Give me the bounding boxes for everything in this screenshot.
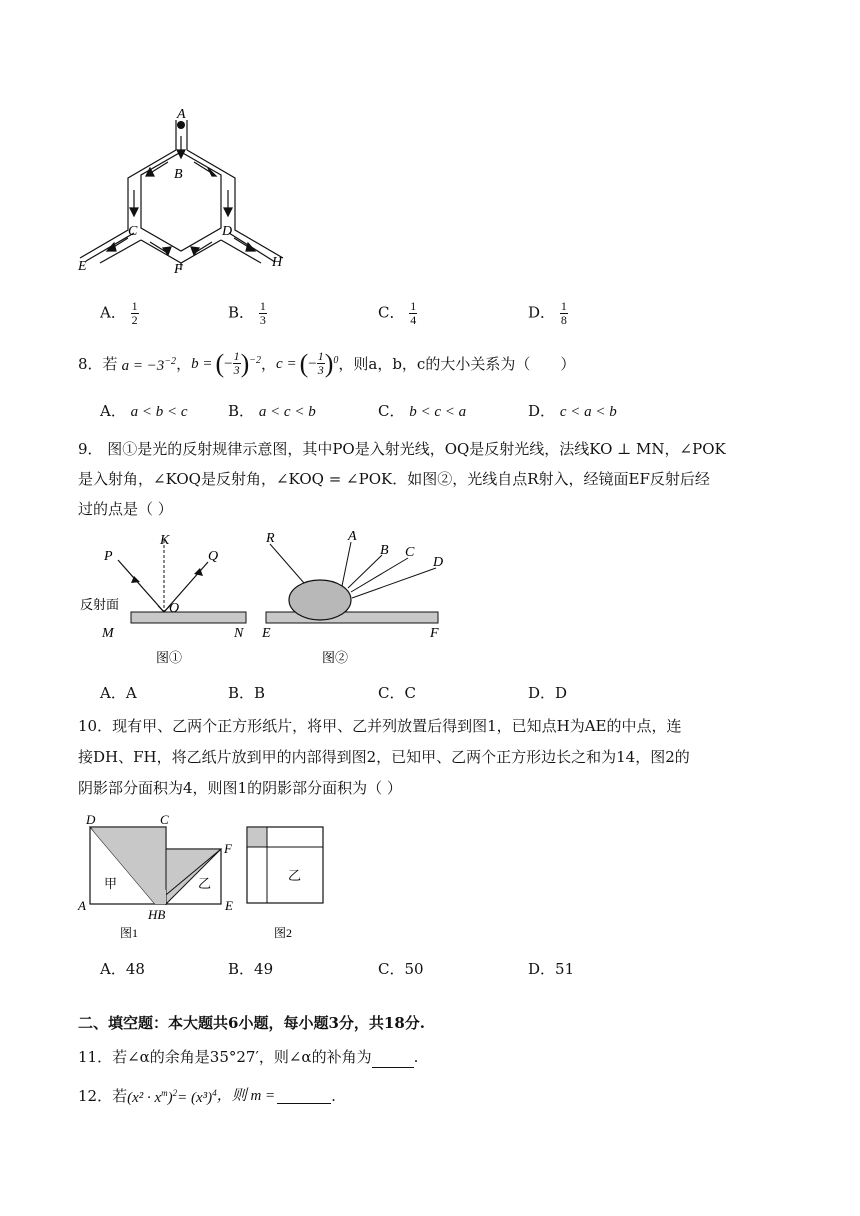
q8-expr-c: c = ( − $\frac{1}{3}$ ) 0 — [276, 348, 339, 378]
q9-f1-label-m: M — [102, 626, 114, 641]
q8-option-d[interactable]: D． c < a < b — [528, 402, 617, 420]
q9-f2-label-f: F — [430, 626, 439, 641]
q11-stem: 11．若∠α的余角是35°27′，则∠α的补角为 . — [78, 1048, 419, 1066]
q7-label-f: F — [174, 262, 183, 277]
q12-stem: 12．若 $(x^2 \cdot x^m)^2$ = $(x^3)^4$ ，则 m = . — [78, 1082, 336, 1109]
q7-option-c[interactable]: C． $\frac{1}{4}$ — [378, 299, 417, 327]
q10-option-b[interactable]: B．49 — [228, 960, 274, 978]
q10-figure-1 — [74, 810, 244, 945]
q7-label-c: C — [128, 224, 138, 239]
q7-label-h: H — [272, 255, 283, 270]
q10-line-2: 接DH、FH，将乙纸片放到甲的内部得到图2，已知甲、乙两个正方形边长之和为14，图2的 — [78, 748, 690, 766]
q9-option-c[interactable]: C．C — [378, 684, 416, 702]
q10-f1-label-f: F — [224, 841, 232, 856]
q12-rhs: = $(x^3)^4$ — [177, 1088, 217, 1106]
q10-f1-label-a: A — [78, 898, 86, 913]
section-2-heading: 二、填空题：本大题共6小题，每小题3分，共18分. — [78, 1014, 425, 1032]
q9-line-2: 是入射角，∠KOQ是反射角，∠KOQ = ∠POK．如图②，光线自点R射入，经镜面EF反射后经 — [78, 470, 710, 488]
q9-option-d[interactable]: D．D — [528, 684, 568, 702]
q10-f1-label-c: C — [160, 812, 169, 827]
q9-f1-label-q: Q — [208, 549, 219, 564]
q9-f1-label-k: K — [160, 533, 170, 548]
q8-option-c[interactable]: C． b < c < a — [378, 402, 467, 420]
q12-answer-blank[interactable] — [277, 1087, 331, 1104]
q9-f2-label-e: E — [262, 626, 271, 641]
q7-option-d[interactable]: D． $\frac{1}{8}$ — [528, 299, 567, 327]
q10-f1-label-d: D — [86, 812, 96, 827]
q9-f2-label-d: D — [433, 555, 444, 570]
q9-f2-label-c: C — [405, 545, 415, 560]
q9-f2-label-r: R — [266, 531, 275, 546]
q7-option-b[interactable]: B． $\frac{1}{3}$ — [228, 299, 266, 327]
q7-option-a-frac: $\frac{1}{2}$ — [131, 299, 138, 327]
q10-option-c[interactable]: C．50 — [378, 960, 424, 978]
q8-expr-b: b = ( − $\frac{1}{3}$ ) −2 — [191, 348, 262, 378]
q7-figure — [70, 100, 310, 280]
q12-lhs: $(x^2 \cdot x^m)^2$ — [127, 1088, 178, 1106]
q10-f2-caption: 图2 — [274, 926, 293, 940]
q10-f2-label-yi: 乙 — [288, 868, 302, 883]
q9-line-3: 过的点是（ ） — [78, 500, 173, 518]
q10-f1-label-jia: 甲 — [104, 876, 118, 891]
q9-f1-label-o: O — [169, 601, 180, 616]
q10-option-a[interactable]: A．48 — [100, 960, 145, 978]
q7-option-a[interactable]: A． $\frac{1}{2}$ — [100, 299, 138, 327]
q8-stem: 8． 若 $a = -3^{-2}$ ， b = ( − $\frac{1}{3}$ ) −2 ， c = ( − $\frac{1}{3}$ ) 0 ，则a，b，c的大小关系为（ ） — [78, 348, 576, 378]
q9-figure-1 — [76, 530, 256, 672]
q7-option-d-frac: $\frac{1}{8}$ — [560, 299, 567, 327]
q9-f2-label-b: B — [380, 543, 389, 558]
q9-line-1: 9． 图①是光的反射规律示意图，其中PO是入射光线，OQ是反射光线，法线KO ⊥ MN，∠POK — [78, 440, 726, 458]
q7-option-b-frac: $\frac{1}{3}$ — [259, 299, 266, 327]
q7-label-b: B — [174, 167, 183, 182]
q7-label-a: A — [177, 107, 186, 122]
q10-f1-label-yi: 乙 — [198, 876, 212, 891]
q10-f1-caption: 图1 — [120, 926, 139, 940]
q9-option-b[interactable]: B．B — [228, 684, 266, 702]
q8-option-a[interactable]: A． a < b < c — [100, 402, 188, 420]
q10-line-3: 阴影部分面积为4，则图1的阴影部分面积为（ ） — [78, 779, 402, 797]
q10-figure-2 — [244, 820, 330, 945]
q8-expr-a: $a = -3^{-2}$ — [121, 355, 177, 374]
q7-option-c-frac: $\frac{1}{4}$ — [410, 299, 417, 327]
q10-f1-label-e: E — [225, 898, 233, 913]
q8-option-b[interactable]: B． a < c < b — [228, 402, 316, 420]
q9-f1-label-p: P — [104, 549, 113, 564]
q10-option-d[interactable]: D．51 — [528, 960, 575, 978]
q9-f2-label-a: A — [348, 530, 357, 544]
q10-line-1: 10．现有甲、乙两个正方形纸片，将甲、乙并列放置后得到图1，已知点H为AE的中点，连 — [78, 717, 682, 735]
q9-f2-caption: 图② — [322, 650, 349, 665]
q10-f1-label-hb: HB — [148, 907, 166, 922]
q9-f1-mirror-label: 反射面 — [80, 597, 120, 612]
q7-label-e: E — [78, 259, 87, 274]
q9-option-a[interactable]: A．A — [100, 684, 137, 702]
q7-label-d: D — [222, 224, 233, 239]
q9-f1-label-n: N — [234, 626, 244, 641]
q9-f1-caption: 图① — [156, 650, 183, 665]
q11-answer-blank[interactable] — [372, 1051, 414, 1068]
q9-figure-2 — [258, 530, 450, 672]
